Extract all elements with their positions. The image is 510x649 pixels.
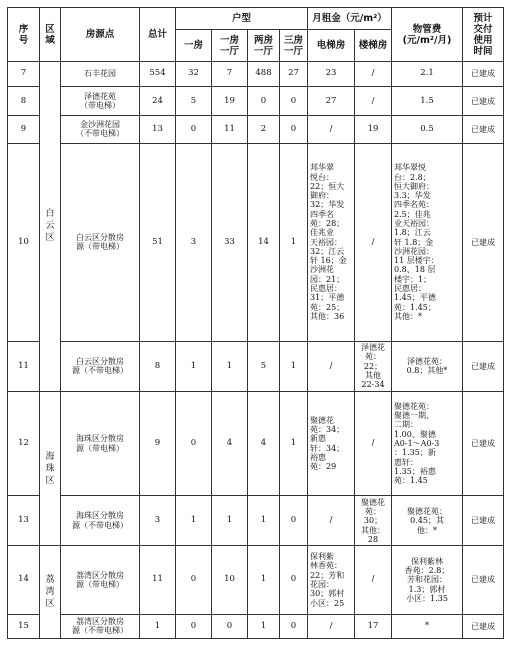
cell-layout-4: 0	[280, 87, 308, 116]
header-total: 总计	[140, 8, 176, 62]
cell-fee: 0.5	[392, 116, 463, 143]
cell-rent-stair: /	[355, 143, 392, 341]
table-row	[8, 143, 504, 341]
cell-status: 已建成	[463, 116, 504, 143]
cell-layout-3: 4	[248, 391, 280, 496]
header-rent-lift: 电梯房	[308, 30, 355, 62]
header-layout-2: 一房 一厅	[212, 30, 248, 62]
cell-status: 已建成	[463, 143, 504, 341]
cell-layout-4: 0	[280, 116, 308, 143]
cell-layout-2: 7	[212, 62, 248, 87]
cell-seq: 13	[8, 496, 40, 546]
cell-layout-2: 10	[212, 546, 248, 614]
cell-rent-lift: 保利紫 林香苑： 22；芳和 花园： 30；郭村 小区：25	[308, 546, 355, 614]
cell-seq: 7	[8, 62, 40, 87]
cell-layout-3: 488	[248, 62, 280, 87]
cell-total: 13	[140, 116, 176, 143]
cell-fee: 2.1	[392, 62, 463, 87]
cell-layout-2: 33	[212, 143, 248, 341]
region-liwan: 荔 湾 区	[40, 546, 61, 639]
cell-layout-4: 1	[280, 341, 308, 391]
cell-rent-stair: /	[355, 391, 392, 496]
cell-rent-lift: /	[308, 496, 355, 546]
table-row	[8, 614, 504, 638]
cell-layout-1: 0	[176, 546, 212, 614]
cell-fee: 聚德花苑： 聚德一期、 二期： 1.00、聚德 A0-1～A0-3 ：1.35；新 惠轩： 1.35；裕惠 苑：1.45	[392, 391, 463, 496]
table-row	[8, 496, 504, 546]
cell-status: 已建成	[463, 546, 504, 614]
cell-seq: 14	[8, 546, 40, 614]
cell-rent-stair: 17	[355, 614, 392, 638]
cell-fee: 保利紫林 香苑：2.8； 芳和花园： 1.3；郭村 小区：1.35	[392, 546, 463, 614]
cell-total: 554	[140, 62, 176, 87]
housing-table	[7, 7, 504, 639]
header-delivery: 预计 交付 使用 时间	[463, 8, 504, 62]
table-row	[8, 391, 504, 496]
table-row	[8, 546, 504, 614]
cell-status: 已建成	[463, 496, 504, 546]
header-layout-4: 三房 一厅	[280, 30, 308, 62]
cell-source: 白云区分散房 源（不带电梯）	[61, 341, 140, 391]
cell-status: 已建成	[463, 62, 504, 87]
cell-layout-1: 1	[176, 496, 212, 546]
cell-layout-4: 0	[280, 496, 308, 546]
cell-rent-stair: 聚德花 苑：30； 其他：28	[355, 496, 392, 546]
cell-rent-lift: /	[308, 614, 355, 638]
cell-rent-lift: 27	[308, 87, 355, 116]
cell-layout-3: 1	[248, 546, 280, 614]
cell-status: 已建成	[463, 341, 504, 391]
cell-layout-1: 3	[176, 143, 212, 341]
table-row	[8, 341, 504, 391]
cell-layout-3: 2	[248, 116, 280, 143]
cell-seq: 12	[8, 391, 40, 496]
header-rent-stair: 楼梯房	[355, 30, 392, 62]
cell-layout-1: 5	[176, 87, 212, 116]
table-row	[8, 116, 504, 143]
cell-source: 海珠区分散房 源（带电梯）	[61, 391, 140, 496]
cell-rent-stair: /	[355, 546, 392, 614]
cell-source: 石丰花园	[61, 62, 140, 87]
cell-layout-1: 1	[176, 341, 212, 391]
table-row	[8, 87, 504, 116]
header-layout-1: 一房	[176, 30, 212, 62]
cell-layout-2: 11	[212, 116, 248, 143]
cell-layout-1: 0	[176, 116, 212, 143]
header-layout-group: 户型	[176, 8, 308, 30]
cell-rent-stair: /	[355, 87, 392, 116]
cell-layout-1: 32	[176, 62, 212, 87]
cell-seq: 9	[8, 116, 40, 143]
cell-source: 泽德花苑 （带电梯）	[61, 87, 140, 116]
cell-rent-stair: 19	[355, 116, 392, 143]
header-region: 区 域	[40, 8, 61, 62]
header-source: 房源点	[61, 8, 140, 62]
cell-layout-4: 27	[280, 62, 308, 87]
cell-layout-3: 0	[248, 87, 280, 116]
cell-rent-stair: /	[355, 62, 392, 87]
cell-total: 11	[140, 546, 176, 614]
cell-layout-4: 0	[280, 546, 308, 614]
cell-fee: 1.5	[392, 87, 463, 116]
cell-source: 白云区分散房 源（带电梯）	[61, 143, 140, 341]
header-layout-3: 两房 一厅	[248, 30, 280, 62]
cell-status: 已建成	[463, 87, 504, 116]
cell-layout-4: 1	[280, 143, 308, 341]
cell-fee: 邦华翠悦 台：2.8； 恒大御府： 3.3；华发 四季名苑： 2.5；佳兆 业天裕园： 1.8；江云 轩 1.8；金 沙洲花园： 11 层楼宇： 0.8、18 层 楼宇：1； 民惠居： 1.45；平德 苑：1.45； 其他：*	[392, 143, 463, 341]
cell-seq: 11	[8, 341, 40, 391]
cell-rent-lift: 23	[308, 62, 355, 87]
cell-layout-2: 0	[212, 614, 248, 638]
cell-total: 8	[140, 341, 176, 391]
cell-layout-2: 1	[212, 341, 248, 391]
cell-total: 1	[140, 614, 176, 638]
cell-rent-stair: 泽德花 苑：22； 其他 22-34	[355, 341, 392, 391]
cell-seq: 15	[8, 614, 40, 638]
header-rent-group: 月租金（元/m²）	[308, 8, 392, 30]
cell-layout-2: 1	[212, 496, 248, 546]
cell-fee: 泽德花苑： 0.8；其他*	[392, 341, 463, 391]
cell-total: 9	[140, 391, 176, 496]
cell-layout-4: 1	[280, 391, 308, 496]
cell-layout-1: 0	[176, 614, 212, 638]
cell-status: 已建成	[463, 391, 504, 496]
cell-layout-3: 1	[248, 614, 280, 638]
cell-fee: *	[392, 614, 463, 638]
cell-fee: 聚德花苑： 0.45；其 他：*	[392, 496, 463, 546]
region-baiyun: 白 云 区	[40, 62, 61, 392]
cell-rent-lift: 聚德花 苑：34； 新惠 轩：34；裕惠 苑：29	[308, 391, 355, 496]
cell-total: 3	[140, 496, 176, 546]
cell-rent-lift: /	[308, 116, 355, 143]
header-fee: 物管费 (元/m²/月)	[392, 8, 463, 62]
region-haizhu: 海 珠 区	[40, 391, 61, 546]
cell-layout-1: 0	[176, 391, 212, 496]
cell-total: 51	[140, 143, 176, 341]
header-seq: 序 号	[8, 8, 40, 62]
cell-seq: 8	[8, 87, 40, 116]
cell-status: 已建成	[463, 614, 504, 638]
cell-source: 金沙洲花园 （不带电梯）	[61, 116, 140, 143]
cell-source: 荔湾区分散房 源（不带电梯）	[61, 614, 140, 638]
cell-total: 24	[140, 87, 176, 116]
cell-rent-lift: 邦华翠 悦台： 22；恒大 御府： 32；华发 四季名 苑：28； 佳兆业 天裕园： 32；江云 轩 16；金 沙洲花 园：21； 民惠居： 31；平德 苑：25； 其他：36	[308, 143, 355, 341]
cell-seq: 10	[8, 143, 40, 341]
cell-source: 海珠区分散房 源（不带电梯）	[61, 496, 140, 546]
cell-layout-3: 14	[248, 143, 280, 341]
table-row	[8, 62, 504, 87]
cell-rent-lift: /	[308, 341, 355, 391]
cell-layout-2: 19	[212, 87, 248, 116]
cell-layout-3: 5	[248, 341, 280, 391]
cell-layout-4: 0	[280, 614, 308, 638]
cell-source: 荔湾区分散房 源（带电梯）	[61, 546, 140, 614]
cell-layout-3: 1	[248, 496, 280, 546]
cell-layout-2: 4	[212, 391, 248, 496]
